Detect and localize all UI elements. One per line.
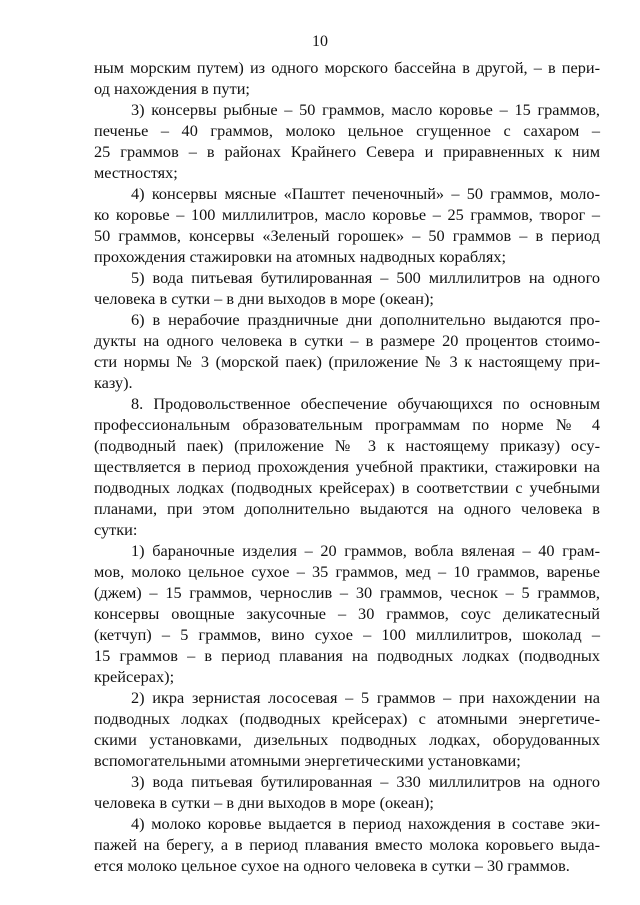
text-line: (кетчуп) – 5 граммов, вино сухое – 100 миллилитров, шоколад –: [94, 625, 600, 644]
page-number: 10: [312, 33, 328, 50]
text-line: профессиональным образовательным программам по норме № 4: [94, 415, 600, 434]
text-line: 5) вода питьевая бутилированная – 500 миллилитров на одного: [131, 268, 600, 287]
text-line: (джем) – 15 граммов, чернослив – 30 граммов, чеснок – 5 граммов,: [94, 583, 600, 602]
text-line: казу).: [94, 373, 133, 392]
text-line: мов, молоко цельное сухое – 35 граммов, мед – 10 граммов, варенье: [94, 562, 600, 581]
text-line: од нахождения в пути;: [94, 79, 250, 98]
text-line: ществляется в период прохождения учебной практики, стажировки на: [94, 457, 600, 476]
text-line: 15 граммов – в период плавания на подводных лодках (подводных: [94, 646, 600, 665]
text-line: прохождения стажировки на атомных надводных кораблях;: [94, 247, 507, 266]
text-line: сутки:: [94, 520, 138, 539]
text-line: человека в сутки – в дни выходов в море (океан);: [94, 289, 434, 308]
text-line: 6) в нерабочие праздничные дни дополнительно выдаются про-: [131, 310, 600, 329]
text-line: планами, при этом дополнительно выдаются на одного человека в: [94, 499, 600, 518]
text-line: пажей на берегу, а в период плавания вместо молока коровьего выда-: [94, 835, 600, 854]
text-line: печенье – 40 граммов, молоко цельное сгущенное с сахаром –: [94, 121, 600, 140]
text-line: 3) вода питьевая бутилированная – 330 миллилитров на одного: [131, 772, 600, 791]
text-line: консервы овощные закусочные – 30 граммов, соус деликатесный: [94, 604, 600, 623]
text-line: 1) бараночные изделия – 20 граммов, вобла вяленая – 40 грам-: [131, 541, 600, 560]
text-line: 8. Продовольственное обеспечение обучающихся по основным: [131, 394, 600, 413]
text-line: человека в сутки – в дни выходов в море (океан);: [94, 793, 434, 812]
text-line: вспомогательными атомными энергетическими установками;: [94, 751, 521, 770]
text-line: 25 граммов – в районах Крайнего Севера и приравненных к ним: [94, 142, 600, 161]
text-line: сти нормы № 3 (морской паек) (приложение № 3 к настоящему при-: [94, 352, 600, 371]
text-line: подводных лодках (подводных крейсерах) с атомными энергетиче-: [94, 709, 600, 728]
text-line: 3) консервы рыбные – 50 граммов, масло коровье – 15 граммов,: [131, 100, 600, 119]
text-line: скими установками, дизельных подводных лодках, оборудованных: [94, 730, 600, 749]
text-line: (подводный паек) (приложение № 3 к настоящему приказу) осу-: [94, 436, 600, 455]
text-line: ко коровье – 100 миллилитров, масло коровье – 25 граммов, творог –: [94, 205, 600, 224]
text-line: 2) икра зернистая лососевая – 5 граммов – при нахождении на: [131, 688, 600, 707]
text-line: ным морским путем) из одного морского бассейна в другой, – в пери-: [94, 58, 600, 77]
text-line: крейсерах);: [94, 667, 175, 686]
text-line: подводных лодках (подводных крейсерах) в соответствии с учебными: [94, 478, 600, 497]
text-line: местностях;: [94, 163, 178, 182]
text-line: 4) молоко коровье выдается в период нахождения в составе эки-: [131, 814, 600, 833]
text-line: дукты на одного человека в сутки – в размере 20 процентов стоимо-: [94, 331, 600, 350]
text-line: ется молоко цельное сухое на одного человека в сутки – 30 граммов.: [94, 856, 570, 875]
text-line: 50 граммов, консервы «Зеленый горошек» – 50 граммов – в период: [94, 226, 600, 245]
text-line: 4) консервы мясные «Паштет печеночный» – 50 граммов, моло-: [131, 184, 600, 203]
